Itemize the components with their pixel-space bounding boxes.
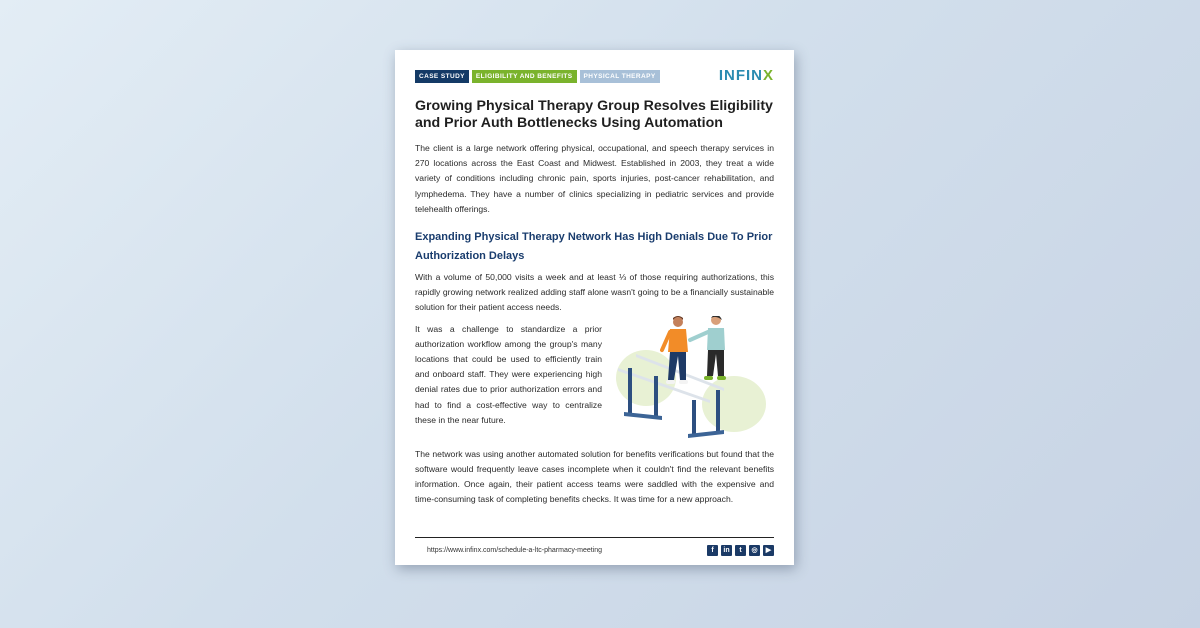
bar-post-4 (716, 390, 720, 432)
logo-text: INFIN (718, 67, 763, 84)
patient-pants (668, 352, 686, 380)
footer-link[interactable]: https://www.infinx.com/schedule-a-ltc-pharmacy-meeting (427, 547, 603, 554)
patient-shoe-right (679, 380, 688, 384)
document-header (415, 68, 774, 84)
tag-eligibility: ELIGIBILITY AND BENEFITS (472, 70, 577, 83)
instagram-icon[interactable]: ◎ (749, 545, 760, 556)
infinx-logo (719, 68, 774, 84)
youtube-icon[interactable]: ▶ (763, 545, 774, 556)
bar-post-3 (692, 400, 696, 436)
challenge-row (415, 322, 774, 441)
logo-accent: X (762, 67, 774, 84)
case-study-document (395, 50, 794, 565)
intro-paragraph: The client is a large network offering physical, occupational, and speech therapy services in 270 locations across the East Coast and Midwest. Established in 2003, they treat a wide variety of conditions including chronic pain, sports injuries, post-cancer rehabilitation, and lymphedema. They have a number of clinics specializing in pediatric services and provide telehealth offerings. (415, 143, 774, 214)
linkedin-icon[interactable]: in (721, 545, 732, 556)
section-heading: Expanding Physical Therapy Network Has High Denials Due To Prior Authorization Delays (415, 231, 773, 263)
tag-physical-therapy: PHYSICAL THERAPY (580, 70, 660, 83)
social-links (707, 545, 774, 556)
therapist-shoe-right (717, 376, 726, 380)
document-title: Growing Physical Therapy Group Resolves Eligibility and Prior Auth Bottlenecks Using Automation (415, 98, 773, 131)
therapist-shoe-left (704, 376, 713, 380)
twitter-icon[interactable]: t (735, 545, 746, 556)
physical-therapy-illustration (606, 316, 772, 441)
patient-shoe-left (666, 380, 675, 384)
bar-post-2 (654, 376, 658, 418)
challenge-paragraph: It was a challenge to standardize a prior authorization workflow among the group's many locations that could be used to efficiently train and onboard staff. They were experiencing high denial rates due to prior authorization errors and had to find a cost-effective way to centralize these in the near future. (415, 323, 602, 425)
volume-paragraph: With a volume of 50,000 visits a week and at least ⅓ of those requiring authorizations, this rapidly growing network realized adding staff alone wasn't going to be a financially sustainable solution for their patient access needs. (415, 272, 774, 313)
benefits-paragraph: The network was using another automated solution for benefits verifications but found that the software would frequently leave cases incomplete when it couldn't find the relevant benefits information. Once again, their patient access teams were saddled with the expensive and time-consuming task of completing benefits checks. It was time for a new approach. (415, 448, 774, 505)
facebook-icon[interactable]: f (707, 545, 718, 556)
tag-case-study: CASE STUDY (415, 70, 469, 83)
tag-list (415, 70, 660, 83)
therapist-arm (690, 332, 708, 340)
patient-head (673, 317, 683, 327)
document-footer (415, 537, 774, 556)
bar-post-1 (628, 368, 632, 414)
therapist-pants (707, 350, 724, 376)
